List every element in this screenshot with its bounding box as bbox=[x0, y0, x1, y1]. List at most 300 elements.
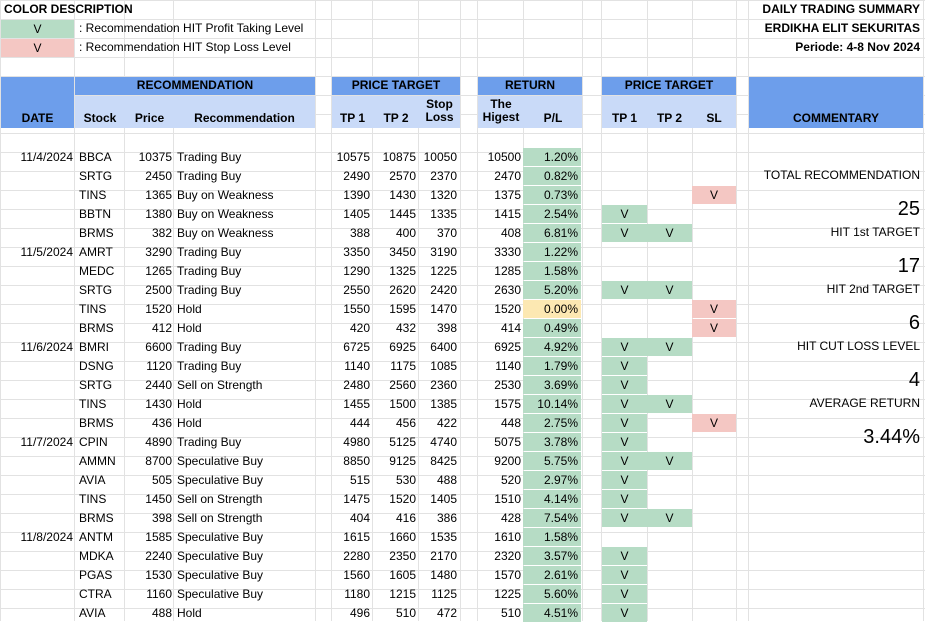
cell-stock: BBCA bbox=[79, 150, 112, 164]
cell-highest: 408 bbox=[500, 226, 521, 240]
cell-stop-loss: 1320 bbox=[430, 188, 457, 202]
cell-tp1: 1615 bbox=[343, 530, 370, 544]
legend-green-swatch: V bbox=[1, 20, 74, 38]
cell-tp1: 420 bbox=[349, 321, 370, 335]
cell-price: 488 bbox=[151, 606, 172, 620]
cell-date: 11/6/2024 bbox=[20, 340, 73, 354]
cell-highest: 1570 bbox=[494, 568, 521, 582]
cell-tp2: 416 bbox=[395, 511, 416, 525]
cell-hit-tp1 bbox=[602, 528, 647, 546]
cell-date bbox=[1, 319, 74, 337]
cell-tp1: 496 bbox=[349, 606, 370, 620]
cell-price: 1430 bbox=[145, 397, 172, 411]
cell-hit-tp1: V bbox=[602, 224, 647, 242]
cell-price: 1585 bbox=[145, 530, 172, 544]
cell-stock: AVIA bbox=[79, 473, 106, 487]
header-date: DATE bbox=[21, 111, 54, 125]
legend-title: COLOR DESCRIPTION bbox=[4, 2, 133, 16]
cell-date: 11/7/2024 bbox=[20, 435, 73, 449]
cell-date bbox=[1, 167, 74, 185]
cell-hit-sl bbox=[692, 281, 736, 299]
cell-hit-tp1: V bbox=[602, 509, 647, 527]
cell-pl: 7.54% bbox=[523, 509, 581, 527]
cell-price: 1450 bbox=[145, 492, 172, 506]
cell-tp1: 2490 bbox=[343, 169, 370, 183]
cell-tp1: 404 bbox=[349, 511, 370, 525]
hit2-label: HIT 2nd TARGET bbox=[826, 282, 920, 296]
header-price: Price bbox=[134, 111, 165, 125]
cell-recommendation: Speculative Buy bbox=[177, 530, 264, 544]
cell-highest: 510 bbox=[500, 606, 521, 620]
cell-price: 3290 bbox=[145, 245, 172, 259]
cell-hit-tp2: V bbox=[647, 452, 692, 470]
cell-hit-tp1: V bbox=[602, 338, 647, 356]
cell-stop-loss: 3190 bbox=[430, 245, 457, 259]
cell-date bbox=[1, 395, 74, 413]
hit1-value: 17 bbox=[897, 255, 920, 277]
cell-stop-loss: 2360 bbox=[430, 378, 457, 392]
cell-hit-sl bbox=[692, 452, 736, 470]
cell-recommendation: Trading Buy bbox=[177, 340, 242, 354]
cut-loss-label: HIT CUT LOSS LEVEL bbox=[797, 339, 920, 353]
cell-tp1: 6725 bbox=[343, 340, 370, 354]
cell-date bbox=[1, 585, 74, 603]
cell-recommendation: Speculative Buy bbox=[177, 473, 264, 487]
cell-hit-tp2 bbox=[647, 604, 692, 622]
cell-tp1: 1550 bbox=[343, 302, 370, 316]
cell-hit-tp1: V bbox=[602, 433, 647, 451]
cell-stock: MEDC bbox=[79, 264, 115, 278]
cell-stop-loss: 488 bbox=[436, 473, 457, 487]
cell-stop-loss: 370 bbox=[436, 226, 457, 240]
cell-date: 11/8/2024 bbox=[20, 530, 73, 544]
cell-date bbox=[1, 357, 74, 375]
average-return-value: 3.44% bbox=[863, 426, 920, 448]
cell-highest: 9200 bbox=[494, 454, 521, 468]
header-hit-group: PRICE TARGET bbox=[624, 78, 714, 92]
cell-stock: SRTG bbox=[79, 169, 113, 183]
cell-pl: 6.81% bbox=[523, 224, 581, 242]
cell-pl: 1.58% bbox=[523, 262, 581, 280]
cell-pl: 3.69% bbox=[523, 376, 581, 394]
cell-tp1: 3350 bbox=[343, 245, 370, 259]
cell-pl: 1.22% bbox=[523, 243, 581, 261]
cell-tp2: 1660 bbox=[389, 530, 416, 544]
cell-highest: 1610 bbox=[494, 530, 521, 544]
cell-stop-loss: 422 bbox=[436, 416, 457, 430]
cell-stock: CPIN bbox=[79, 435, 108, 449]
cell-stop-loss: 6400 bbox=[430, 340, 457, 354]
cell-highest: 2630 bbox=[494, 283, 521, 297]
cell-highest: 2320 bbox=[494, 549, 521, 563]
cell-recommendation: Trading Buy bbox=[177, 283, 242, 297]
cell-stock: SRTG bbox=[79, 283, 113, 297]
cell-hit-tp2 bbox=[647, 243, 692, 261]
cell-tp2: 2350 bbox=[389, 549, 416, 563]
cell-stock: BMRI bbox=[79, 340, 109, 354]
cell-highest: 1375 bbox=[494, 188, 521, 202]
cell-hit-tp1: V bbox=[602, 471, 647, 489]
legend-red-swatch: V bbox=[1, 39, 74, 57]
cell-date bbox=[1, 566, 74, 584]
cell-tp2: 400 bbox=[395, 226, 416, 240]
cell-recommendation: Speculative Buy bbox=[177, 568, 264, 582]
cell-price: 1380 bbox=[145, 207, 172, 221]
cell-recommendation: Buy on Weakness bbox=[177, 188, 274, 202]
cell-tp2: 510 bbox=[395, 606, 416, 620]
cell-highest: 1415 bbox=[494, 207, 521, 221]
cell-date bbox=[1, 281, 74, 299]
cell-tp2: 1605 bbox=[389, 568, 416, 582]
cell-tp2: 1325 bbox=[389, 264, 416, 278]
cell-hit-tp1: V bbox=[602, 414, 647, 432]
cell-hit-tp1 bbox=[602, 148, 647, 166]
cell-pl: 0.82% bbox=[523, 167, 581, 185]
cell-pl: 2.54% bbox=[523, 205, 581, 223]
cell-pl: 3.57% bbox=[523, 547, 581, 565]
cell-stop-loss: 472 bbox=[436, 606, 457, 620]
cell-tp1: 1140 bbox=[344, 359, 370, 373]
cell-date bbox=[1, 471, 74, 489]
cell-tp2: 2570 bbox=[389, 169, 416, 183]
header-return-group: RETURN bbox=[505, 78, 555, 92]
cell-hit-sl bbox=[692, 566, 736, 584]
cell-hit-sl bbox=[692, 490, 736, 508]
cell-hit-sl: V bbox=[692, 186, 736, 204]
cell-price: 398 bbox=[151, 511, 172, 525]
cell-hit-tp1: V bbox=[602, 357, 647, 375]
cell-highest: 414 bbox=[500, 321, 521, 335]
cell-stock: TINS bbox=[79, 302, 107, 316]
header-pl: P/L bbox=[543, 111, 563, 125]
cell-tp2: 1595 bbox=[389, 302, 416, 316]
cell-hit-tp2: V bbox=[647, 338, 692, 356]
cell-hit-tp1 bbox=[602, 262, 647, 280]
cell-stop-loss: 1225 bbox=[430, 264, 457, 278]
cell-stock: BRMS bbox=[79, 511, 114, 525]
cell-recommendation: Sell on Strength bbox=[177, 378, 263, 392]
cell-recommendation: Speculative Buy bbox=[177, 454, 264, 468]
cell-pl: 4.51% bbox=[523, 604, 581, 622]
cell-stop-loss: 1470 bbox=[430, 302, 457, 316]
cell-date bbox=[1, 205, 74, 223]
cell-stop-loss: 2420 bbox=[430, 283, 457, 297]
header-recommendation: Recommendation bbox=[194, 111, 295, 125]
cell-price: 2500 bbox=[145, 283, 172, 297]
cell-tp2: 5125 bbox=[389, 435, 416, 449]
cell-stop-loss: 1480 bbox=[430, 568, 457, 582]
cell-tp1: 1560 bbox=[343, 568, 370, 582]
cell-tp2: 2560 bbox=[389, 378, 416, 392]
cell-tp2: 456 bbox=[395, 416, 416, 430]
cell-hit-tp2 bbox=[647, 262, 692, 280]
cell-highest: 428 bbox=[500, 511, 521, 525]
cell-stock: AMRT bbox=[79, 245, 113, 259]
cell-highest: 2530 bbox=[494, 378, 521, 392]
cell-highest: 1575 bbox=[494, 397, 521, 411]
cell-hit-tp1: V bbox=[602, 376, 647, 394]
cell-hit-sl bbox=[692, 528, 736, 546]
cell-date bbox=[1, 262, 74, 280]
header-tp2: TP 2 bbox=[383, 111, 409, 125]
cell-stop-loss: 386 bbox=[436, 511, 457, 525]
cell-price: 1520 bbox=[145, 302, 172, 316]
cell-recommendation: Trading Buy bbox=[177, 169, 242, 183]
cell-hit-sl: V bbox=[692, 300, 736, 318]
cell-recommendation: Sell on Strength bbox=[177, 511, 263, 525]
cell-hit-tp1 bbox=[602, 243, 647, 261]
hit1-label: HIT 1st TARGET bbox=[830, 225, 920, 239]
cell-highest: 5075 bbox=[494, 435, 521, 449]
cell-highest: 1140 bbox=[495, 359, 521, 373]
cell-date bbox=[1, 604, 74, 622]
cell-tp2: 432 bbox=[395, 321, 416, 335]
cell-hit-tp1 bbox=[602, 167, 647, 185]
cell-tp2: 1175 bbox=[390, 359, 416, 373]
cell-recommendation: Hold bbox=[177, 606, 202, 620]
cell-hit-sl bbox=[692, 357, 736, 375]
cell-price: 2450 bbox=[145, 169, 172, 183]
cell-price: 2440 bbox=[145, 378, 172, 392]
cell-highest: 448 bbox=[500, 416, 521, 430]
cell-tp1: 1180 bbox=[344, 587, 370, 601]
cell-hit-tp2 bbox=[647, 186, 692, 204]
cell-stop-loss: 1335 bbox=[430, 207, 457, 221]
cell-hit-tp2: V bbox=[647, 509, 692, 527]
cell-date bbox=[1, 509, 74, 527]
cell-date: 11/4/2024 bbox=[20, 150, 73, 164]
cell-hit-tp2 bbox=[647, 357, 692, 375]
cell-date bbox=[1, 490, 74, 508]
cell-highest: 1510 bbox=[494, 492, 521, 506]
cell-hit-tp1: V bbox=[602, 490, 647, 508]
cell-hit-tp2 bbox=[647, 471, 692, 489]
cell-tp2: 1445 bbox=[389, 207, 416, 221]
cell-stock: TINS bbox=[79, 188, 107, 202]
cell-tp2: 1430 bbox=[389, 188, 416, 202]
header-hit-sl: SL bbox=[706, 111, 722, 125]
header-stock: Stock bbox=[83, 111, 117, 125]
cell-stop-loss: 1125 bbox=[431, 587, 457, 601]
cell-hit-sl bbox=[692, 224, 736, 242]
cell-date bbox=[1, 414, 74, 432]
header-tp1: TP 1 bbox=[339, 111, 366, 125]
cell-recommendation: Hold bbox=[177, 416, 202, 430]
cell-hit-tp2 bbox=[647, 205, 692, 223]
cell-hit-sl bbox=[692, 148, 736, 166]
cell-pl: 1.58% bbox=[523, 528, 581, 546]
cell-price: 1120 bbox=[146, 359, 172, 373]
cell-tp2: 1520 bbox=[389, 492, 416, 506]
header-hit-tp1: TP 1 bbox=[611, 111, 638, 125]
cell-stock: DSNG bbox=[79, 359, 114, 373]
cell-highest: 1225 bbox=[494, 587, 521, 601]
cell-highest: 520 bbox=[500, 473, 521, 487]
cell-pl: 4.92% bbox=[523, 338, 581, 356]
cell-recommendation: Speculative Buy bbox=[177, 587, 264, 601]
report-company: ERDIKHA ELIT SEKURITAS bbox=[764, 21, 920, 35]
cell-stop-loss: 4740 bbox=[430, 435, 457, 449]
cell-pl: 1.79% bbox=[523, 357, 581, 375]
hit2-value: 6 bbox=[908, 312, 920, 334]
cell-pl: 5.20% bbox=[523, 281, 581, 299]
cell-price: 505 bbox=[151, 473, 172, 487]
cell-recommendation: Speculative Buy bbox=[177, 549, 264, 563]
cell-hit-tp2 bbox=[647, 490, 692, 508]
cell-hit-sl bbox=[692, 585, 736, 603]
cell-hit-sl bbox=[692, 243, 736, 261]
cell-price: 382 bbox=[151, 226, 172, 240]
cell-pl: 0.49% bbox=[523, 319, 581, 337]
cell-highest: 1285 bbox=[494, 264, 521, 278]
cell-hit-tp2 bbox=[647, 148, 692, 166]
cell-tp2: 530 bbox=[395, 473, 416, 487]
cell-pl: 2.61% bbox=[523, 566, 581, 584]
cell-pl: 3.78% bbox=[523, 433, 581, 451]
header-stop-loss: Stop Loss bbox=[425, 97, 454, 124]
cell-hit-sl bbox=[692, 547, 736, 565]
cell-hit-tp1: V bbox=[602, 281, 647, 299]
cell-hit-tp1: V bbox=[602, 585, 647, 603]
total-recommendation-value: 25 bbox=[897, 198, 920, 220]
cell-stop-loss: 1535 bbox=[430, 530, 457, 544]
cell-recommendation: Trading Buy bbox=[177, 264, 242, 278]
cell-hit-tp2: V bbox=[647, 281, 692, 299]
cell-hit-sl bbox=[692, 167, 736, 185]
cell-hit-tp2: V bbox=[647, 395, 692, 413]
cell-hit-tp2 bbox=[647, 376, 692, 394]
cell-hit-sl bbox=[692, 205, 736, 223]
header-recommendation-group: RECOMMENDATION bbox=[136, 78, 254, 92]
cell-date bbox=[1, 547, 74, 565]
cell-tp2: 3450 bbox=[389, 245, 416, 259]
cell-tp1: 1390 bbox=[343, 188, 370, 202]
cell-recommendation: Hold bbox=[177, 321, 202, 335]
cell-hit-sl bbox=[692, 376, 736, 394]
cell-tp2: 10875 bbox=[382, 150, 416, 164]
cell-hit-sl bbox=[692, 471, 736, 489]
cell-hit-tp2: V bbox=[647, 224, 692, 242]
header-price-target-group: PRICE TARGET bbox=[351, 78, 441, 92]
cell-highest: 2470 bbox=[494, 169, 521, 183]
cell-price: 436 bbox=[151, 416, 172, 430]
cell-stock: CTRA bbox=[79, 587, 112, 601]
header-commentary: COMMENTARY bbox=[793, 111, 879, 125]
cell-hit-tp2 bbox=[647, 433, 692, 451]
cell-recommendation: Trading Buy bbox=[177, 245, 242, 259]
cell-price: 10375 bbox=[138, 150, 172, 164]
cell-stock: TINS bbox=[79, 492, 107, 506]
cell-stop-loss: 398 bbox=[436, 321, 457, 335]
total-recommendation-label: TOTAL RECOMMENDATION bbox=[763, 168, 920, 182]
cell-stop-loss: 2170 bbox=[430, 549, 457, 563]
cell-tp1: 515 bbox=[349, 473, 370, 487]
cell-pl: 2.75% bbox=[523, 414, 581, 432]
cell-tp1: 4980 bbox=[343, 435, 370, 449]
legend-red-text: : Recommendation HIT Stop Loss Level bbox=[79, 40, 291, 54]
cell-pl: 5.60% bbox=[523, 585, 581, 603]
cell-stock: PGAS bbox=[79, 568, 113, 582]
cell-hit-tp1 bbox=[602, 319, 647, 337]
cell-hit-sl bbox=[692, 338, 736, 356]
cell-recommendation: Buy on Weakness bbox=[177, 226, 274, 240]
cell-tp2: 6925 bbox=[389, 340, 416, 354]
cell-stop-loss: 2370 bbox=[430, 169, 457, 183]
cell-hit-sl bbox=[692, 262, 736, 280]
cell-hit-tp1: V bbox=[602, 395, 647, 413]
cell-hit-tp1: V bbox=[602, 205, 647, 223]
cell-stock: ANTM bbox=[79, 530, 113, 544]
cell-hit-tp1 bbox=[602, 300, 647, 318]
cell-stop-loss: 10050 bbox=[423, 150, 457, 164]
cell-hit-sl: V bbox=[692, 414, 736, 432]
cell-stock: AMMN bbox=[79, 454, 116, 468]
cell-price: 412 bbox=[151, 321, 172, 335]
cell-pl: 2.97% bbox=[523, 471, 581, 489]
cell-hit-tp1: V bbox=[602, 604, 647, 622]
header-highest: The Higest bbox=[482, 97, 520, 124]
cell-hit-tp2 bbox=[647, 528, 692, 546]
cell-price: 8700 bbox=[145, 454, 172, 468]
cell-stock: MDKA bbox=[79, 549, 114, 563]
cell-date: 11/5/2024 bbox=[20, 245, 73, 259]
cell-tp1: 1455 bbox=[343, 397, 370, 411]
cell-price: 2240 bbox=[145, 549, 172, 563]
cell-tp1: 1290 bbox=[343, 264, 370, 278]
cell-recommendation: Trading Buy bbox=[177, 435, 242, 449]
cell-hit-tp2 bbox=[647, 585, 692, 603]
cell-recommendation: Sell on Strength bbox=[177, 492, 263, 506]
cell-tp2: 2620 bbox=[389, 283, 416, 297]
cell-recommendation: Buy on Weakness bbox=[177, 207, 274, 221]
cell-hit-tp2 bbox=[647, 414, 692, 432]
header-hit-tp2: TP 2 bbox=[656, 111, 683, 125]
cell-date bbox=[1, 300, 74, 318]
cell-tp1: 1405 bbox=[343, 207, 370, 221]
cell-price: 1265 bbox=[145, 264, 172, 278]
cell-recommendation: Hold bbox=[177, 302, 202, 316]
cut-loss-value: 4 bbox=[908, 369, 920, 391]
cell-price: 1530 bbox=[145, 568, 172, 582]
cell-hit-tp2 bbox=[647, 547, 692, 565]
cell-price: 1160 bbox=[146, 587, 172, 601]
cell-tp1: 2280 bbox=[343, 549, 370, 563]
cell-pl: 5.75% bbox=[523, 452, 581, 470]
cell-highest: 6925 bbox=[494, 340, 521, 354]
cell-tp1: 10575 bbox=[336, 150, 370, 164]
report-period: Periode: 4-8 Nov 2024 bbox=[795, 40, 920, 54]
cell-pl: 1.20% bbox=[523, 148, 581, 166]
cell-stock: BRMS bbox=[79, 226, 114, 240]
cell-stop-loss: 1385 bbox=[430, 397, 457, 411]
cell-hit-tp1: V bbox=[602, 547, 647, 565]
cell-date bbox=[1, 186, 74, 204]
cell-tp1: 1475 bbox=[343, 492, 370, 506]
cell-stock: SRTG bbox=[79, 378, 113, 392]
cell-stock: BRMS bbox=[79, 416, 114, 430]
cell-date bbox=[1, 224, 74, 242]
average-return-label: AVERAGE RETURN bbox=[809, 396, 920, 410]
cell-pl: 0.73% bbox=[523, 186, 581, 204]
cell-hit-sl bbox=[692, 395, 736, 413]
cell-tp1: 8850 bbox=[343, 454, 370, 468]
legend-green-text: : Recommendation HIT Profit Taking Level bbox=[79, 21, 304, 35]
cell-price: 6600 bbox=[145, 340, 172, 354]
cell-pl: 0.00% bbox=[523, 300, 581, 318]
cell-tp1: 2480 bbox=[343, 378, 370, 392]
cell-stock: TINS bbox=[79, 397, 107, 411]
cell-hit-sl: V bbox=[692, 319, 736, 337]
